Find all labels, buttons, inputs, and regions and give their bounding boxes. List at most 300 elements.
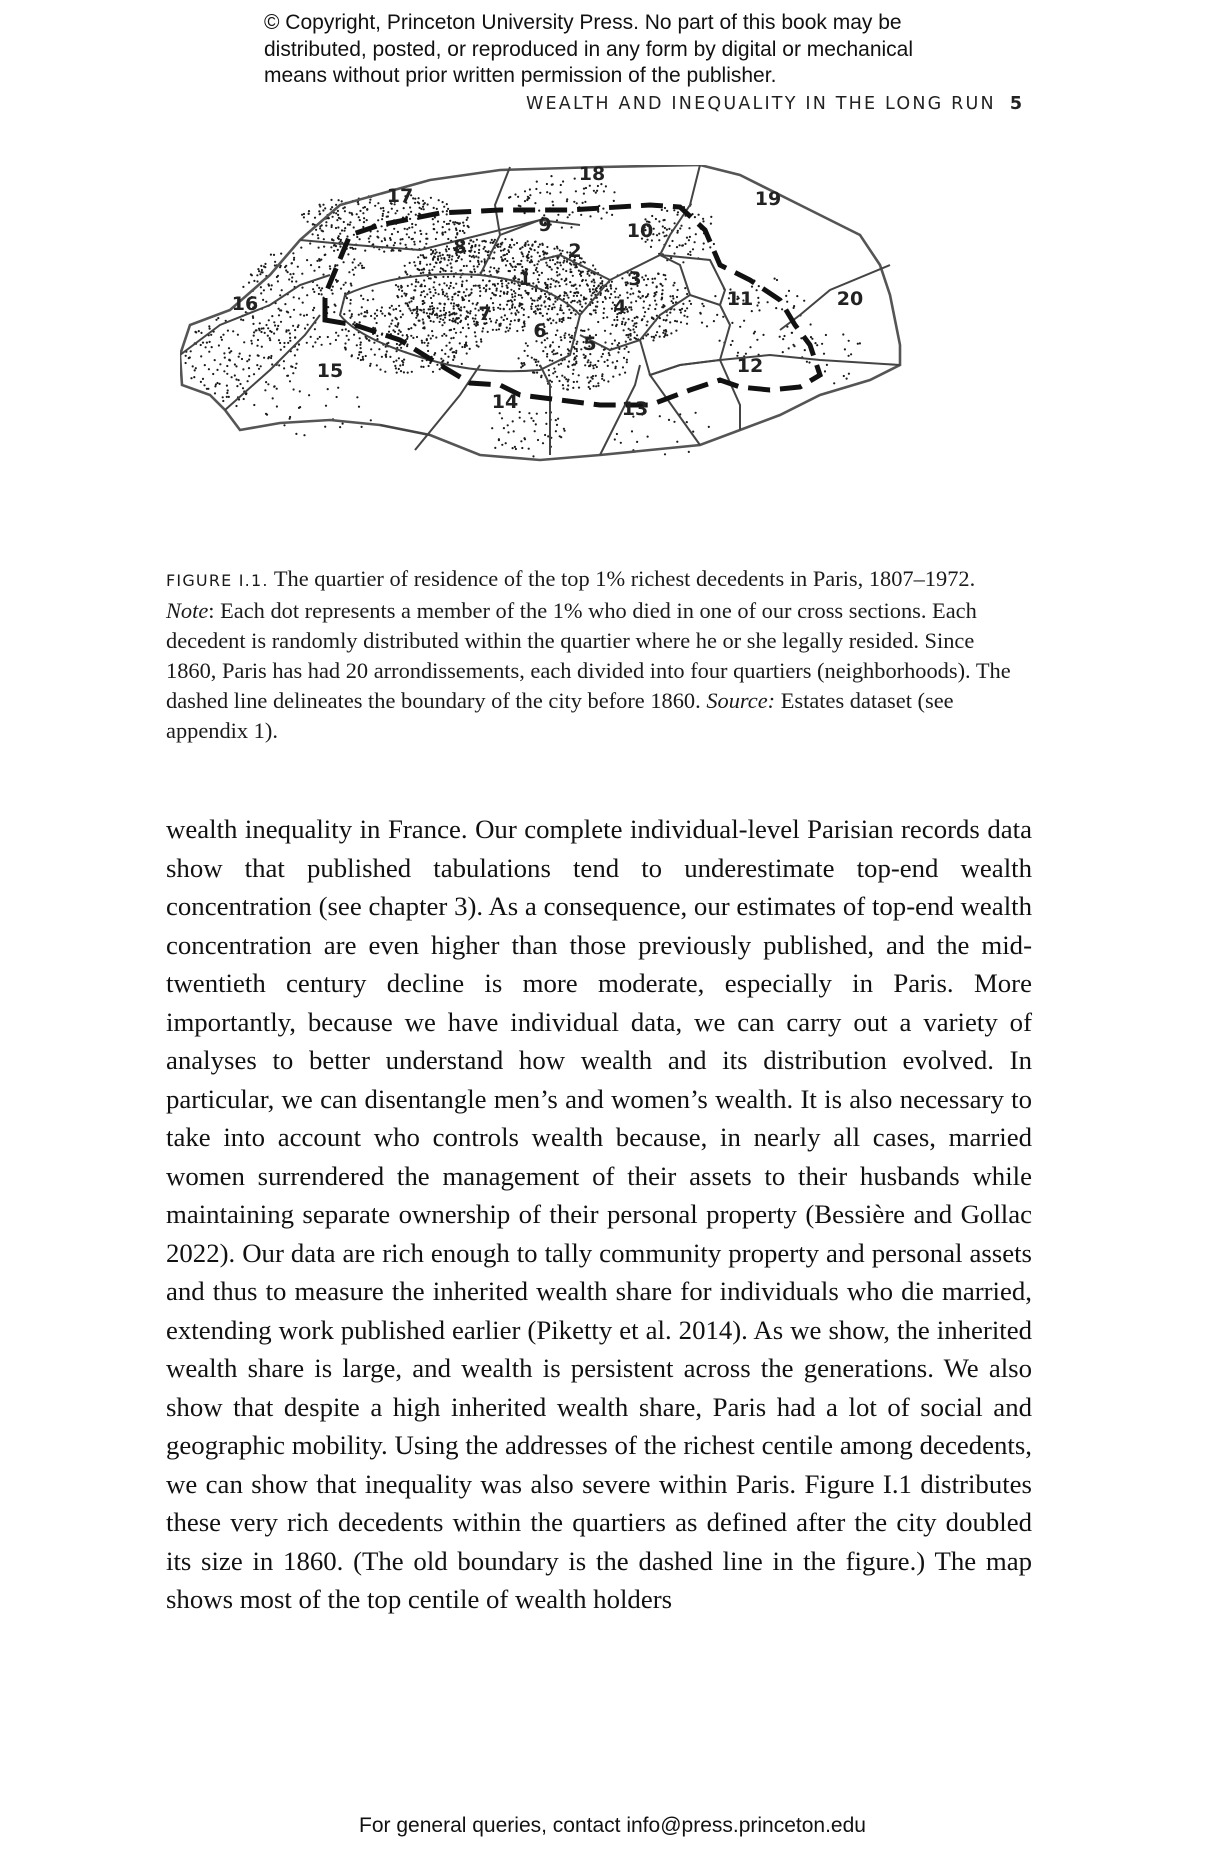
- decedent-dot: [468, 300, 470, 302]
- decedent-dot: [365, 337, 367, 339]
- decedent-dot: [546, 246, 548, 248]
- decedent-dot: [432, 311, 434, 313]
- decedent-dot: [541, 243, 543, 245]
- decedent-dot: [545, 287, 547, 289]
- decedent-dot: [463, 265, 465, 267]
- decedent-dot: [549, 318, 551, 320]
- decedent-dot: [687, 253, 689, 255]
- decedent-dot: [412, 238, 414, 240]
- decedent-dot: [626, 361, 628, 363]
- decedent-dot: [200, 344, 202, 346]
- decedent-dot: [675, 330, 677, 332]
- decedent-dot: [363, 221, 365, 223]
- decedent-dot: [354, 248, 356, 250]
- decedent-dot: [268, 285, 270, 287]
- decedent-dot: [776, 279, 778, 281]
- decedent-dot: [474, 251, 476, 253]
- decedent-dot: [568, 309, 570, 311]
- decedent-dot: [342, 423, 344, 425]
- decedent-dot: [450, 262, 452, 264]
- decedent-dot: [219, 383, 221, 385]
- decedent-dot: [382, 207, 384, 209]
- decedent-dot: [792, 344, 794, 346]
- decedent-dot: [513, 283, 515, 285]
- decedent-dot: [463, 306, 465, 308]
- decedent-dot: [638, 290, 640, 292]
- decedent-dot: [234, 363, 236, 365]
- decedent-dot: [399, 242, 401, 244]
- decedent-dot: [474, 271, 476, 273]
- decedent-dot: [540, 295, 542, 297]
- decedent-dot: [585, 187, 587, 189]
- decedent-dot: [700, 313, 702, 315]
- decedent-dot: [587, 328, 589, 330]
- decedent-dot: [520, 366, 522, 368]
- decedent-dot: [597, 285, 599, 287]
- decedent-dot: [572, 369, 574, 371]
- decedent-dot: [514, 306, 516, 308]
- decedent-dot: [440, 261, 442, 263]
- decedent-dot: [460, 314, 462, 316]
- decedent-dot: [397, 322, 399, 324]
- decedent-dot: [444, 314, 446, 316]
- decedent-dot: [527, 244, 529, 246]
- decedent-dot: [348, 339, 350, 341]
- decedent-dot: [263, 265, 265, 267]
- decedent-dot: [271, 363, 273, 365]
- decedent-dot: [737, 352, 739, 354]
- decedent-dot: [248, 359, 250, 361]
- decedent-dot: [423, 342, 425, 344]
- decedent-dot: [673, 209, 675, 211]
- decedent-dot: [427, 342, 429, 344]
- decedent-dot: [754, 331, 756, 333]
- decedent-dot: [509, 327, 511, 329]
- decedent-dot: [627, 297, 629, 299]
- decedent-dot: [414, 309, 416, 311]
- decedent-dot: [391, 319, 393, 321]
- decedent-dot: [552, 303, 554, 305]
- decedent-dot: [367, 299, 369, 301]
- decedent-dot: [464, 346, 466, 348]
- decedent-dot: [514, 299, 516, 301]
- decedent-dot: [441, 289, 443, 291]
- decedent-dot: [536, 413, 538, 415]
- decedent-dot: [647, 278, 649, 280]
- decedent-dot: [260, 365, 262, 367]
- decedent-dot: [536, 181, 538, 183]
- decedent-dot: [580, 348, 582, 350]
- decedent-dot: [510, 246, 512, 248]
- decedent-dot: [616, 319, 618, 321]
- decedent-dot: [575, 288, 577, 290]
- decedent-dot: [547, 319, 549, 321]
- decedent-dot: [274, 261, 276, 263]
- decedent-dot: [463, 299, 465, 301]
- decedent-dot: [433, 295, 435, 297]
- decedent-dot: [632, 292, 634, 294]
- decedent-dot: [436, 231, 438, 233]
- decedent-dot: [663, 336, 665, 338]
- decedent-dot: [423, 256, 425, 258]
- decedent-dot: [553, 279, 555, 281]
- decedent-dot: [566, 200, 568, 202]
- decedent-dot: [442, 319, 444, 321]
- decedent-dot: [361, 265, 363, 267]
- decedent-dot: [503, 319, 505, 321]
- decedent-dot: [453, 308, 455, 310]
- decedent-dot: [626, 359, 628, 361]
- decedent-dot: [587, 273, 589, 275]
- decedent-dot: [490, 266, 492, 268]
- decedent-dot: [573, 201, 575, 203]
- decedent-dot: [570, 271, 572, 273]
- decedent-dot: [767, 301, 769, 303]
- decedent-dot: [504, 258, 506, 260]
- decedent-dot: [427, 334, 429, 336]
- decedent-dot: [446, 223, 448, 225]
- decedent-dot: [278, 314, 280, 316]
- decedent-dot: [291, 276, 293, 278]
- decedent-dot: [628, 351, 630, 353]
- decedent-dot: [589, 215, 591, 217]
- decedent-dot: [479, 295, 481, 297]
- decedent-dot: [283, 342, 285, 344]
- decedent-dot: [306, 294, 308, 296]
- decedent-dot: [530, 308, 532, 310]
- decedent-dot: [452, 221, 454, 223]
- decedent-dot: [619, 374, 621, 376]
- decedent-dot: [506, 253, 508, 255]
- decedent-dot: [686, 323, 688, 325]
- decedent-dot: [492, 329, 494, 331]
- decedent-dot: [482, 279, 484, 281]
- decedent-dot: [686, 421, 688, 423]
- decedent-dot: [433, 223, 435, 225]
- decedent-dot: [546, 355, 548, 357]
- decedent-dot: [394, 242, 396, 244]
- decedent-dot: [358, 354, 360, 356]
- decedent-dot: [212, 373, 214, 375]
- decedent-dot: [425, 243, 427, 245]
- decedent-dot: [509, 196, 511, 198]
- decedent-dot: [415, 285, 417, 287]
- decedent-dot: [378, 348, 380, 350]
- decedent-dot: [446, 296, 448, 298]
- decedent-dot: [449, 319, 451, 321]
- decedent-dot: [634, 323, 636, 325]
- arrondissement-label: 11: [726, 288, 754, 310]
- decedent-dot: [756, 289, 758, 291]
- decedent-dot: [565, 283, 567, 285]
- decedent-dot: [270, 357, 272, 359]
- decedent-dot: [552, 372, 554, 374]
- decedent-dot: [859, 342, 861, 344]
- decedent-dot: [303, 213, 305, 215]
- decedent-dot: [506, 318, 508, 320]
- decedent-dot: [409, 262, 411, 264]
- decedent-dot: [513, 430, 515, 432]
- decedent-dot: [556, 261, 558, 263]
- decedent-dot: [293, 388, 295, 390]
- decedent-dot: [359, 321, 361, 323]
- decedent-dot: [540, 376, 542, 378]
- decedent-dot: [470, 239, 472, 241]
- decedent-dot: [623, 329, 625, 331]
- decedent-dot: [351, 355, 353, 357]
- decedent-dot: [530, 306, 532, 308]
- decedent-dot: [256, 280, 258, 282]
- decedent-dot: [436, 208, 438, 210]
- decedent-dot: [659, 415, 661, 417]
- decedent-dot: [463, 291, 465, 293]
- decedent-dot: [356, 396, 358, 398]
- decedent-dot: [569, 262, 571, 264]
- decedent-dot: [537, 439, 539, 441]
- decedent-dot: [403, 371, 405, 373]
- decedent-dot: [657, 273, 659, 275]
- decedent-dot: [445, 250, 447, 252]
- decedent-dot: [636, 334, 638, 336]
- decedent-dot: [200, 332, 202, 334]
- decedent-dot: [406, 338, 408, 340]
- decedent-dot: [544, 346, 546, 348]
- decedent-dot: [381, 218, 383, 220]
- decedent-dot: [281, 289, 283, 291]
- decedent-dot: [546, 191, 548, 193]
- decedent-dot: [433, 281, 435, 283]
- decedent-dot: [288, 278, 290, 280]
- decedent-dot: [597, 385, 599, 387]
- decedent-dot: [247, 380, 249, 382]
- decedent-dot: [549, 380, 551, 382]
- decedent-dot: [572, 211, 574, 213]
- decedent-dot: [570, 301, 572, 303]
- decedent-dot: [398, 289, 400, 291]
- decedent-dot: [515, 448, 517, 450]
- decedent-dot: [595, 289, 597, 291]
- decedent-dot: [318, 266, 320, 268]
- decedent-dot: [608, 352, 610, 354]
- decedent-dot: [448, 228, 450, 230]
- decedent-dot: [453, 223, 455, 225]
- decedent-dot: [569, 336, 571, 338]
- decedent-dot: [663, 319, 665, 321]
- decedent-dot: [359, 219, 361, 221]
- decedent-dot: [406, 345, 408, 347]
- source-label: Source:: [706, 688, 776, 713]
- decedent-dot: [455, 318, 457, 320]
- decedent-dot: [647, 293, 649, 295]
- decedent-dot: [240, 318, 242, 320]
- decedent-dot: [692, 248, 694, 250]
- decedent-dot: [519, 248, 521, 250]
- decedent-dot: [535, 241, 537, 243]
- decedent-dot: [404, 228, 406, 230]
- decedent-dot: [335, 212, 337, 214]
- decedent-dot: [340, 288, 342, 290]
- decedent-dot: [549, 192, 551, 194]
- decedent-dot: [428, 277, 430, 279]
- decedent-dot: [786, 301, 788, 303]
- decedent-dot: [519, 417, 521, 419]
- decedent-dot: [597, 185, 599, 187]
- decedent-dot: [702, 220, 704, 222]
- decedent-dot: [517, 196, 519, 198]
- decedent-dot: [329, 343, 331, 345]
- decedent-dot: [422, 318, 424, 320]
- decedent-dot: [551, 381, 553, 383]
- decedent-dot: [579, 285, 581, 287]
- decedent-dot: [314, 341, 316, 343]
- decedent-dot: [545, 412, 547, 414]
- decedent-dot: [559, 320, 561, 322]
- decedent-dot: [550, 175, 552, 177]
- decedent-dot: [414, 202, 416, 204]
- decedent-dot: [552, 201, 554, 203]
- decedent-dot: [419, 240, 421, 242]
- decedent-dot: [289, 337, 291, 339]
- decedent-dot: [475, 285, 477, 287]
- decedent-dot: [684, 287, 686, 289]
- decedent-dot: [394, 325, 396, 327]
- decedent-dot: [361, 306, 363, 308]
- decedent-dot: [680, 321, 682, 323]
- decedent-dot: [630, 301, 632, 303]
- decedent-dot: [546, 313, 548, 315]
- decedent-dot: [500, 250, 502, 252]
- decedent-dot: [514, 193, 516, 195]
- decedent-dot: [480, 338, 482, 340]
- decedent-dot: [796, 295, 798, 297]
- decedent-dot: [256, 274, 258, 276]
- decedent-dot: [507, 431, 509, 433]
- decedent-dot: [669, 295, 671, 297]
- decedent-dot: [434, 314, 436, 316]
- arrondissement-label: 12: [736, 355, 764, 377]
- decedent-dot: [506, 293, 508, 295]
- decedent-dot: [391, 208, 393, 210]
- decedent-dot: [292, 273, 294, 275]
- decedent-dot: [202, 342, 204, 344]
- decedent-dot: [555, 430, 557, 432]
- decedent-dot: [539, 308, 541, 310]
- decedent-dot: [689, 300, 691, 302]
- decedent-dot: [470, 276, 472, 278]
- decedent-dot: [445, 345, 447, 347]
- decedent-dot: [263, 289, 265, 291]
- decedent-dot: [411, 312, 413, 314]
- decedent-dot: [655, 218, 657, 220]
- decedent-dot: [423, 309, 425, 311]
- arrondissement-label: 15: [316, 360, 344, 382]
- decedent-dot: [679, 227, 681, 229]
- decedent-dot: [335, 339, 337, 341]
- decedent-dot: [356, 236, 358, 238]
- decedent-dot: [403, 292, 405, 294]
- decedent-dot: [559, 285, 561, 287]
- decedent-dot: [508, 251, 510, 253]
- decedent-dot: [681, 245, 683, 247]
- decedent-dot: [680, 311, 682, 313]
- decedent-dot: [211, 346, 213, 348]
- decedent-dot: [445, 270, 447, 272]
- decedent-dot: [440, 358, 442, 360]
- decedent-dot: [277, 325, 279, 327]
- decedent-dot: [601, 375, 603, 377]
- decedent-dot: [333, 244, 335, 246]
- figure-title: The quartier of residence of the top 1% richest decedents in Paris, 1807–1972.: [273, 566, 976, 591]
- decedent-dot: [494, 283, 496, 285]
- decedent-dot: [339, 246, 341, 248]
- decedent-dot: [564, 292, 566, 294]
- decedent-dot: [574, 364, 576, 366]
- decedent-dot: [661, 293, 663, 295]
- decedent-dot: [362, 298, 364, 300]
- decedent-dot: [499, 308, 501, 310]
- arrondissement-label: 7: [478, 303, 492, 325]
- decedent-dot: [671, 240, 673, 242]
- decedent-dot: [567, 365, 569, 367]
- decedent-dot: [533, 272, 535, 274]
- decedent-dot: [821, 343, 823, 345]
- decedent-dot: [217, 317, 219, 319]
- decedent-dot: [498, 328, 500, 330]
- decedent-dot: [647, 308, 649, 310]
- decedent-dot: [559, 249, 561, 251]
- decedent-dot: [537, 246, 539, 248]
- decedent-dot: [351, 315, 353, 317]
- arrondissement-label: 9: [538, 214, 552, 236]
- decedent-dot: [280, 309, 282, 311]
- decedent-dot: [482, 327, 484, 329]
- decedent-dot: [453, 328, 455, 330]
- decedent-dot: [578, 374, 580, 376]
- decedent-dot: [676, 296, 678, 298]
- decedent-dot: [431, 330, 433, 332]
- decedent-dot: [674, 320, 676, 322]
- decedent-dot: [604, 330, 606, 332]
- decedent-dot: [291, 280, 293, 282]
- decedent-dot: [510, 289, 512, 291]
- decedent-dot: [455, 332, 457, 334]
- decedent-dot: [256, 364, 258, 366]
- decedent-dot: [460, 331, 462, 333]
- decedent-dot: [216, 382, 218, 384]
- decedent-dot: [414, 198, 416, 200]
- decedent-dot: [336, 219, 338, 221]
- decedent-dot: [558, 364, 560, 366]
- decedent-dot: [668, 419, 670, 421]
- decedent-dot: [252, 323, 254, 325]
- decedent-dot: [312, 309, 314, 311]
- decedent-dot: [568, 334, 570, 336]
- decedent-dot: [573, 264, 575, 266]
- decedent-dot: [417, 256, 419, 258]
- decedent-dot: [437, 255, 439, 257]
- decedent-dot: [439, 255, 441, 257]
- decedent-dot: [374, 317, 376, 319]
- decedent-dot: [611, 343, 613, 345]
- decedent-dot: [356, 344, 358, 346]
- decedent-dot: [612, 361, 614, 363]
- decedent-dot: [600, 277, 602, 279]
- decedent-dot: [423, 311, 425, 313]
- decedent-dot: [261, 269, 263, 271]
- decedent-dot: [219, 363, 221, 365]
- decedent-dot: [601, 356, 603, 358]
- decedent-dot: [443, 333, 445, 335]
